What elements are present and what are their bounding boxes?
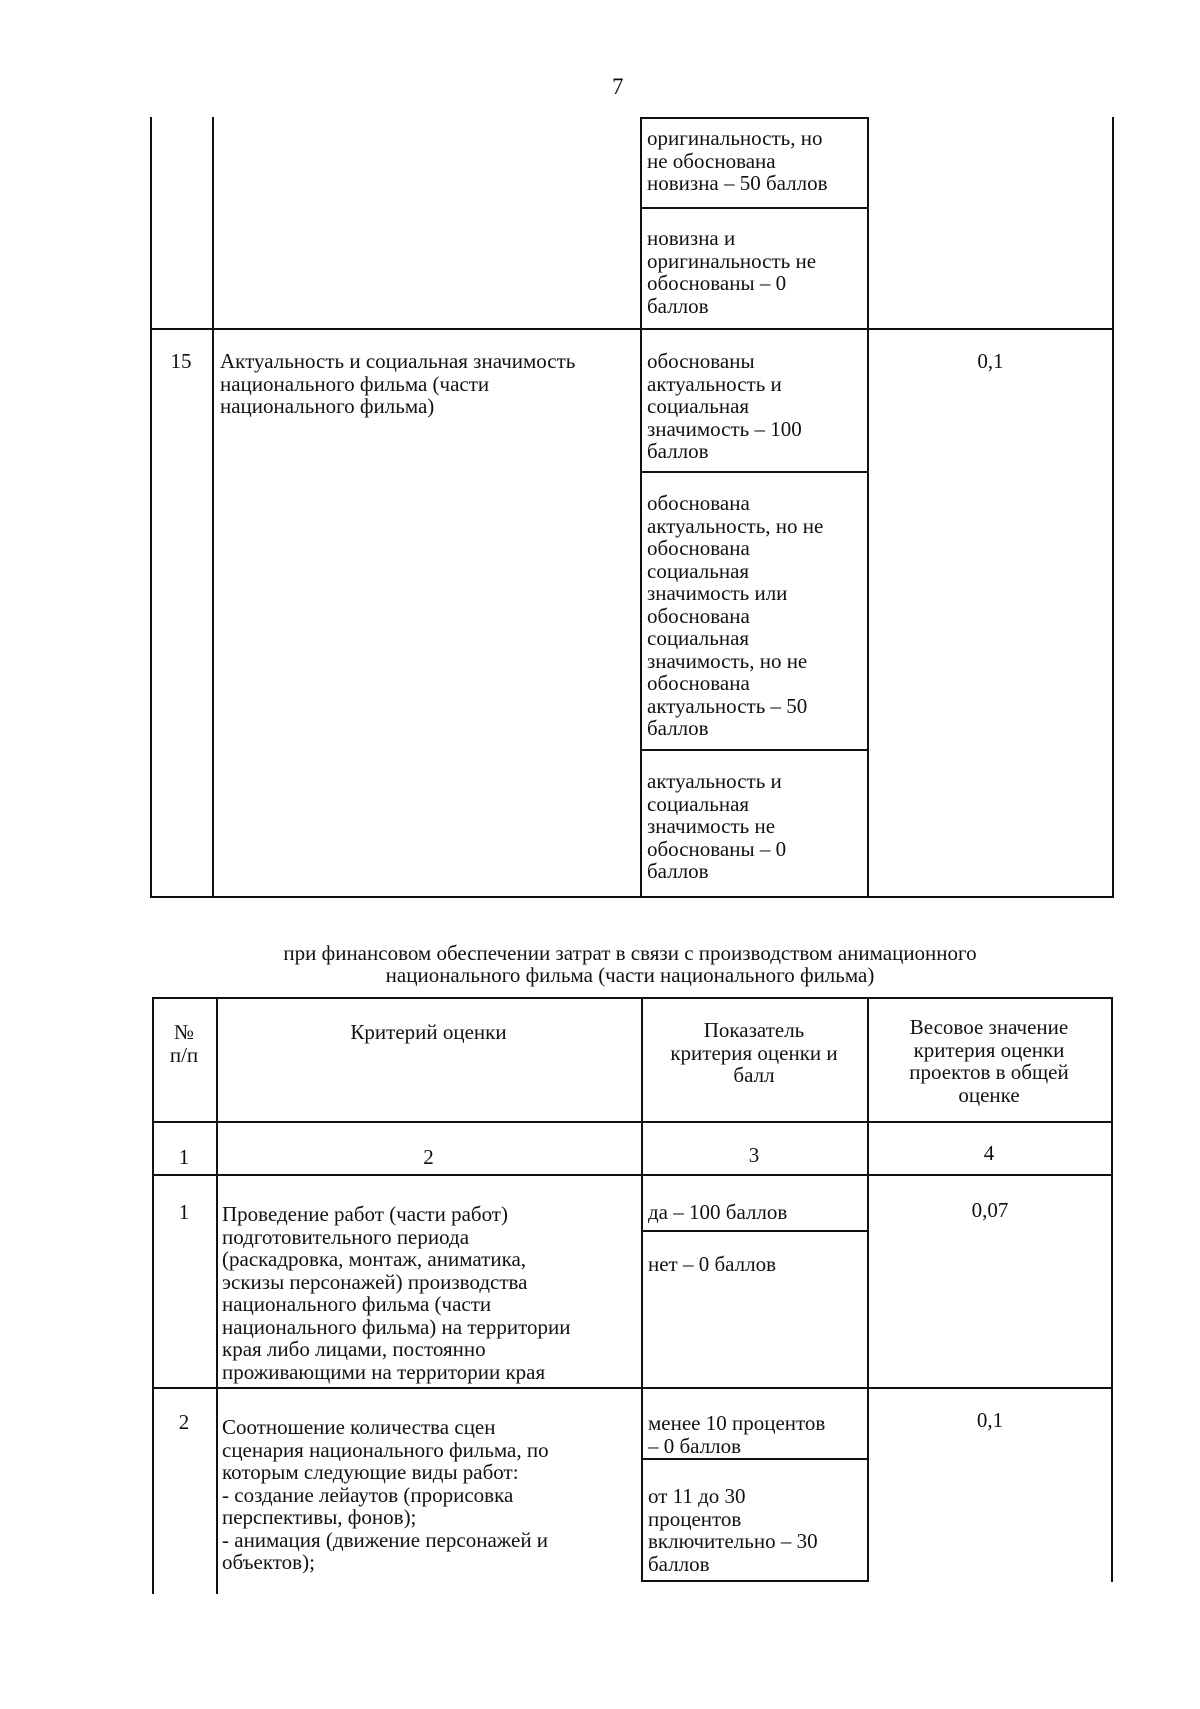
table-border — [640, 471, 869, 473]
indicator-cell: обоснована актуальность, но не обоснована социальная значимость или обоснована социальная значимость, но не обоснована актуальность – 50 баллов — [647, 491, 824, 740]
table-border — [867, 117, 869, 897]
table-border — [150, 117, 152, 897]
weight-cell: 0,1 — [977, 349, 1004, 373]
table-border — [152, 997, 1113, 999]
page-number: 7 — [612, 74, 624, 99]
column-number: 2 — [423, 1145, 434, 1169]
table-border — [641, 1230, 869, 1232]
indicator-cell: да – 100 баллов — [648, 1200, 788, 1224]
criterion-cell: Проведение работ (части работ) подготовительного периода (раскадровка, монтаж, аниматика, эскизы персонажей) производства национального фильма (части национального фильма) на территории края либо лицами, постоянно проживающими на территории края — [222, 1202, 571, 1384]
table-border — [152, 1387, 1113, 1389]
weight-cell: 0,1 — [976, 1408, 1004, 1432]
weight-cell: 0,07 — [971, 1198, 1009, 1222]
header-indicator: Показатель критерия оценки и балл — [670, 1018, 838, 1087]
indicator-cell: нет – 0 баллов — [648, 1252, 777, 1276]
table-border — [1112, 117, 1114, 897]
table-border — [150, 896, 1114, 898]
indicator-cell: от 11 до 30 процентов включительно – 30 баллов — [648, 1484, 818, 1576]
indicator-cell: оригинальность, но не обоснована новизна – 50 баллов — [647, 126, 828, 195]
row-number: 15 — [170, 349, 192, 373]
table-border — [640, 117, 642, 897]
row-number: 2 — [178, 1410, 190, 1434]
indicator-cell: менее 10 процентов – 0 баллов — [648, 1411, 826, 1458]
column-number: 1 — [178, 1145, 190, 1169]
indicator-cell: актуальность и социальная значимость не обоснованы – 0 баллов — [647, 769, 787, 883]
criterion-cell: Соотношение количества сцен сценария национального фильма, по которым следующие виды работ: - создание лейаутов (прорисовка перспективы, фонов); - анимация (движение персонажей и объектов); — [222, 1415, 549, 1574]
header-weight: Весовое значение критерия оценки проектов в общей оценке — [909, 1015, 1069, 1107]
table-border — [640, 117, 869, 119]
indicator-cell: новизна и оригинальность не обоснованы – 0 баллов — [647, 226, 817, 318]
table-border — [152, 997, 154, 1594]
table-border — [212, 117, 214, 897]
criterion-cell: Актуальность и социальная значимость национального фильма (части национального фильма) — [220, 349, 576, 418]
table-border — [150, 328, 1114, 330]
column-number: 3 — [748, 1143, 760, 1167]
table-border — [1111, 997, 1113, 1582]
table-border — [152, 1121, 1113, 1123]
row-number: 1 — [178, 1200, 190, 1224]
table-border — [640, 749, 869, 751]
column-number: 4 — [983, 1141, 995, 1165]
header-num: № п/п — [169, 1020, 199, 1067]
table-border — [216, 997, 218, 1594]
table-border — [641, 1580, 869, 1582]
table-border — [152, 1174, 1113, 1176]
table-border — [641, 1458, 869, 1460]
indicator-cell: обоснованы актуальность и социальная значимость – 100 баллов — [647, 349, 802, 463]
table-border — [640, 207, 869, 209]
section-caption: при финансовом обеспечении затрат в связи с производством анимационного национального фильма (части национального фильма) — [283, 941, 977, 987]
header-criterion: Критерий оценки — [350, 1020, 507, 1044]
